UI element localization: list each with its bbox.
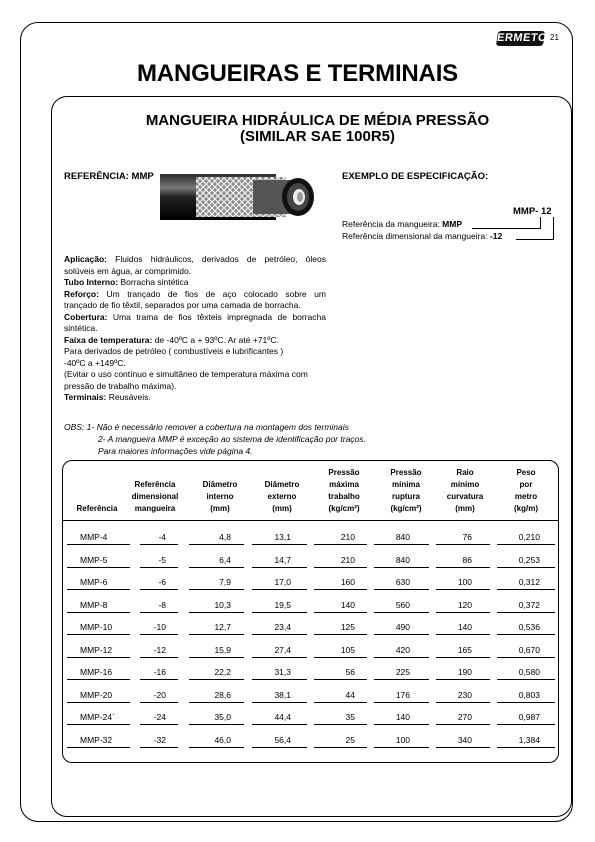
table-cell: -24 (153, 712, 166, 722)
brand-logo: ERMETO (496, 32, 548, 44)
table-header-cell: (kg/cm²) (328, 504, 360, 513)
row-underline (67, 589, 130, 590)
row-underline (140, 634, 178, 635)
table-header-cell: (kg/cm²) (390, 504, 422, 513)
table-header-cell: ruptura (392, 492, 420, 501)
spec-line-hose: Referência da mangueira: MMP (342, 219, 463, 229)
row-underline (497, 679, 555, 680)
table-cell: 35 (345, 712, 355, 722)
table-cell: 225 (395, 667, 410, 677)
row-underline (374, 589, 429, 590)
table-cell: MMP-8 (80, 599, 108, 610)
row-underline (497, 657, 555, 658)
table-cell: -12 (153, 644, 166, 655)
table-cell: MMP-12 (80, 644, 113, 655)
table-cell: 230 (457, 689, 472, 700)
table-cell: 27,4 (274, 644, 291, 655)
section-subtitle: (SIMILAR SAE 100R5) (239, 128, 396, 145)
table-cell: 0,312 (518, 577, 540, 587)
row-underline (67, 612, 130, 613)
table-cell: 490 (395, 622, 410, 632)
table-cell: -6 (158, 577, 166, 587)
table-cell: 17,0 (274, 577, 291, 587)
spec-line-dimension: Referência dimensional da mangueira: -12 (342, 231, 503, 241)
table-cell: 14,7 (274, 554, 291, 565)
row-underline (436, 634, 490, 635)
row-underline (497, 702, 555, 703)
table-header-cell: metro (514, 492, 538, 501)
row-underline (140, 702, 178, 703)
table-cell: MMP-20 (80, 689, 113, 700)
row-underline (252, 589, 307, 590)
row-underline (252, 612, 307, 613)
table-header-cell: Peso (516, 468, 536, 477)
row-underline (436, 657, 490, 658)
table-header-cell: Diâmetro (202, 480, 238, 489)
table-cell: 560 (395, 599, 410, 610)
row-underline (374, 747, 429, 748)
row-underline (374, 679, 429, 680)
table-cell: MMP-16 (80, 667, 113, 677)
row-underline (497, 724, 555, 725)
table-cell: 100 (395, 734, 410, 745)
table-cell: 0,210 (518, 532, 540, 542)
row-underline (189, 657, 244, 658)
table-cell: MMP-6 (80, 577, 108, 587)
table-cell: 120 (457, 599, 472, 610)
row-underline (374, 544, 429, 545)
table-cell: 35,0 (214, 712, 231, 722)
row-underline (374, 567, 429, 568)
row-underline (140, 612, 178, 613)
row-underline (314, 747, 367, 748)
row-underline (140, 567, 178, 568)
row-underline (189, 612, 244, 613)
table-cell: 0,580 (518, 667, 540, 677)
page-title: MANGUEIRAS E TERMINAIS (137, 60, 458, 87)
table-header-cell: interno (206, 492, 234, 501)
table-cell: 76 (462, 532, 472, 542)
table-header-cell: mangueira (134, 504, 176, 513)
table-cell: 160 (340, 577, 355, 587)
table-cell: 0,536 (518, 622, 540, 632)
table-cell: 100 (457, 577, 472, 587)
row-underline (374, 612, 429, 613)
table-cell: 0,987 (518, 712, 540, 722)
table-header-cell: mínima (391, 480, 420, 489)
row-underline (436, 544, 490, 545)
table-cell: 23,4 (274, 622, 291, 632)
table-cell: 86 (462, 554, 472, 565)
row-underline (314, 589, 367, 590)
row-underline (436, 679, 490, 680)
table-cell: -32 (153, 734, 166, 745)
table-cell: 0,372 (518, 599, 540, 610)
table-header-cell: Pressão (390, 468, 422, 477)
table-header-cell: (mm) (210, 504, 230, 513)
table-cell: 28,6 (214, 689, 231, 700)
table-cell: 31,3 (274, 667, 291, 677)
row-underline (314, 724, 367, 725)
table-cell: 176 (395, 689, 410, 700)
table-header-cell: por (519, 480, 533, 489)
note-line: OBS: 1- Não é necessário remover a cobertura na montagem dos terminais (64, 422, 349, 432)
row-underline (252, 679, 307, 680)
row-underline (314, 679, 367, 680)
spec-connector-line (516, 239, 554, 240)
table-cell: 0,803 (518, 689, 540, 700)
table-cell: -4 (158, 532, 166, 542)
row-underline (314, 544, 367, 545)
table-cell: 1,384 (518, 734, 540, 745)
table-header-cell: externo (267, 492, 297, 501)
row-underline (497, 567, 555, 568)
row-underline (252, 657, 307, 658)
row-underline (67, 634, 130, 635)
table-cell: 25 (345, 734, 355, 745)
row-underline (189, 747, 244, 748)
table-header-cell: máxima (329, 480, 359, 489)
table-cell: 140 (340, 599, 355, 610)
row-underline (189, 679, 244, 680)
table-cell: 46,0 (214, 734, 231, 745)
table-cell: 165 (457, 644, 472, 655)
table-header-cell: (mm) (455, 504, 475, 513)
row-underline (436, 567, 490, 568)
row-underline (67, 544, 130, 545)
row-underline (189, 724, 244, 725)
table-cell: 4,8 (219, 532, 231, 542)
row-underline (140, 679, 178, 680)
table-cell: 19,5 (274, 599, 291, 610)
row-underline (252, 724, 307, 725)
spec-connector-line (472, 228, 541, 229)
table-cell: MMP-24` (80, 712, 115, 722)
table-cell: -16 (153, 667, 166, 677)
table-cell: MMP-32 (80, 734, 113, 745)
row-underline (189, 634, 244, 635)
table-cell: 140 (457, 622, 472, 632)
row-underline (497, 544, 555, 545)
table-cell: 12,7 (214, 622, 231, 632)
table-cell: -8 (158, 599, 166, 610)
row-underline (374, 634, 429, 635)
note-line: 2- A mangueira MMP é exceção ao sistema de identificação por traços. (98, 434, 366, 444)
hose-image (158, 166, 330, 226)
table-cell: 22,2 (214, 667, 231, 677)
row-underline (189, 567, 244, 568)
table-cell: 15,9 (214, 644, 231, 655)
table-header-cell: mínimo (450, 480, 480, 489)
row-underline (252, 544, 307, 545)
table-cell: 125 (340, 622, 355, 632)
table-cell: -20 (153, 689, 166, 700)
table-cell: 7,9 (219, 577, 231, 587)
table-cell: 340 (457, 734, 472, 745)
table-cell: 270 (457, 712, 472, 722)
row-underline (140, 589, 178, 590)
table-cell: 10,3 (214, 599, 231, 610)
row-underline (67, 679, 130, 680)
table-cell: 840 (395, 532, 410, 542)
row-underline (189, 544, 244, 545)
row-underline (67, 657, 130, 658)
row-underline (436, 589, 490, 590)
row-underline (314, 634, 367, 635)
row-underline (140, 544, 178, 545)
table-cell: 210 (340, 554, 355, 565)
table-cell: 44 (345, 689, 355, 700)
row-underline (314, 612, 367, 613)
row-underline (497, 747, 555, 748)
table-cell: 44,4 (274, 712, 291, 722)
row-underline (314, 567, 367, 568)
row-underline (252, 747, 307, 748)
row-underline (189, 702, 244, 703)
table-cell: 13,1 (274, 532, 291, 542)
row-underline (67, 702, 130, 703)
table-cell: 190 (457, 667, 472, 677)
table-cell: 56 (345, 667, 355, 677)
table-cell: -5 (158, 554, 166, 565)
table-header-cell: curvatura (446, 492, 484, 501)
table-header-divider (62, 520, 559, 521)
table-header-cell: Referência (134, 480, 176, 489)
table-header-cell: Pressão (328, 468, 360, 477)
row-underline (252, 702, 307, 703)
row-underline (252, 634, 307, 635)
table-header-cell: Diâmetro (264, 480, 300, 489)
table-cell: -10 (153, 622, 166, 632)
table-header-cell: Referência (76, 504, 118, 513)
row-underline (189, 589, 244, 590)
table-cell: 38,1 (274, 689, 291, 700)
table-cell: 630 (395, 577, 410, 587)
hose-description: Aplicação: Fluidos hidráulicos, derivados de petróleo, óleos solúveis em água, ar comprimido. Tubo Interno: Borracha sintética Reforço: Um trançado de fios de aço colocado sobre um trançado de fio têxtil, separados por uma camada de borracha. Cobertura: Uma trama de fios têxteis impregnada de borracha sintética. Faixa de temperatura: de -40ºC a + 93ºC. Ar até +71ºC. Para derivados de petróleo ( combustíveis e lubrificantes ) -40ºC a +149ºC. (Evitar o uso contínuo e simultâneo de temperatura máxima com pressão de trabalho máxima). Terminais: Reusáveis. (64, 254, 326, 402)
table-cell: 6,4 (219, 554, 231, 565)
table-cell: MMP-10 (80, 622, 113, 632)
page-number: 21 (550, 33, 559, 42)
row-underline (436, 724, 490, 725)
section-title: MANGUEIRA HIDRÁULICA DE MÉDIA PRESSÃO (145, 112, 490, 129)
row-underline (252, 567, 307, 568)
row-underline (497, 589, 555, 590)
table-cell: 105 (340, 644, 355, 655)
row-underline (374, 657, 429, 658)
table-cell: 0,670 (518, 644, 540, 655)
row-underline (140, 724, 178, 725)
reference-label: REFERÊNCIA: MMP (64, 171, 154, 182)
row-underline (314, 702, 367, 703)
table-header-cell: (mm) (272, 504, 292, 513)
spec-example-code: MMP- 12 (513, 206, 552, 217)
row-underline (67, 724, 130, 725)
table-cell: MMP-4 (80, 532, 108, 542)
table-cell: 56,4 (274, 734, 291, 745)
table-header-cell: dimensional (131, 492, 179, 501)
table-cell: 140 (395, 712, 410, 722)
row-underline (140, 747, 178, 748)
table-header-cell: (kg/m) (514, 504, 538, 513)
spec-example-title: EXEMPLO DE ESPECIFICAÇÃO: (342, 171, 489, 182)
table-header-cell: trabalho (328, 492, 360, 501)
row-underline (314, 657, 367, 658)
spec-connector-line (540, 217, 541, 229)
table-cell: 210 (340, 532, 355, 542)
row-underline (436, 702, 490, 703)
row-underline (436, 612, 490, 613)
table-cell: 420 (395, 644, 410, 655)
table-cell: 840 (395, 554, 410, 565)
table-cell: MMP-5 (80, 554, 108, 565)
note-line: Para maiores informações vide página 4. (98, 446, 253, 456)
spec-connector-line (553, 217, 554, 240)
row-underline (497, 612, 555, 613)
row-underline (374, 702, 429, 703)
row-underline (374, 724, 429, 725)
table-cell: 0,253 (518, 554, 540, 565)
row-underline (436, 747, 490, 748)
table-header-cell: Raio (456, 468, 474, 477)
row-underline (67, 567, 130, 568)
notes (64, 421, 366, 457)
row-underline (67, 747, 130, 748)
row-underline (140, 657, 178, 658)
row-underline (497, 634, 555, 635)
